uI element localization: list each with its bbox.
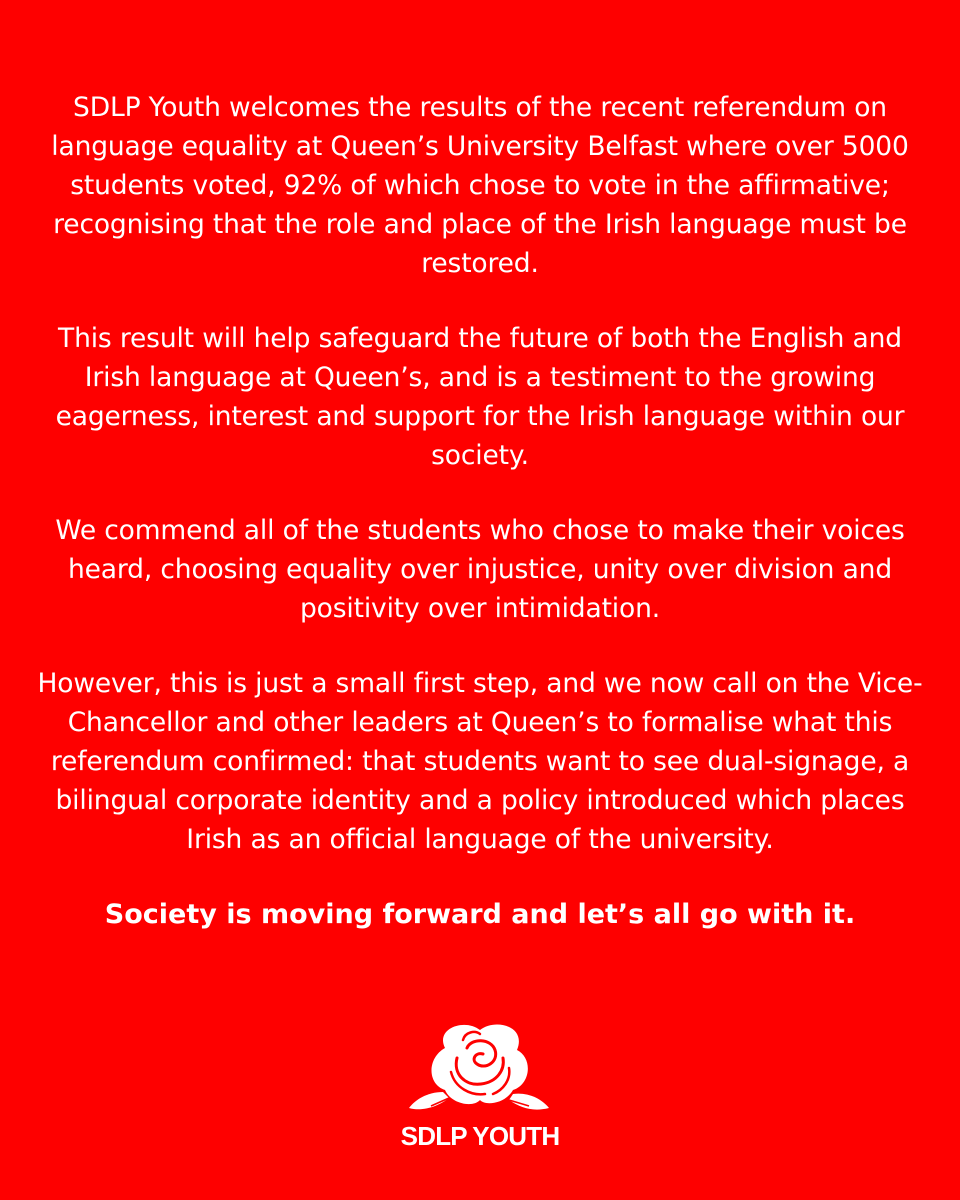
paragraph-welcome: SDLP Youth welcomes the results of the recent referendum on language equality at Queen’s University Belfast where over 5000 students voted, 92% of which chose to vote in the affirmative; recognising that the role and place of the Irish language must be restored. (51, 92, 909, 279)
rose-icon (405, 1018, 555, 1118)
paragraph-call-to-action: However, this is just a small first step, and we now call on the Vice-Chancellor and other leaders at Queen’s to formalise what this referendum confirmed: that students want to see dual-signage, a bilingual corporate identity and a policy introduced which places Irish as an official language of the university. (37, 668, 923, 855)
closing-line: Society is moving forward and let’s all go with it. (104, 899, 856, 930)
statement-text (30, 88, 930, 935)
paragraph-commend: We commend all of the students who chose to make their voices heard, choosing equality over injustice, unity over division and positivity over intimidation. (55, 515, 905, 624)
sdlp-youth-logo (380, 1018, 580, 1150)
brand-name: SDLP YOUTH (400, 1121, 560, 1151)
paragraph-safeguard: This result will help safeguard the future of both the English and Irish language at Queen’s, and is a testiment to the growing eagerness, interest and support for the Irish language within our society. (55, 323, 905, 471)
